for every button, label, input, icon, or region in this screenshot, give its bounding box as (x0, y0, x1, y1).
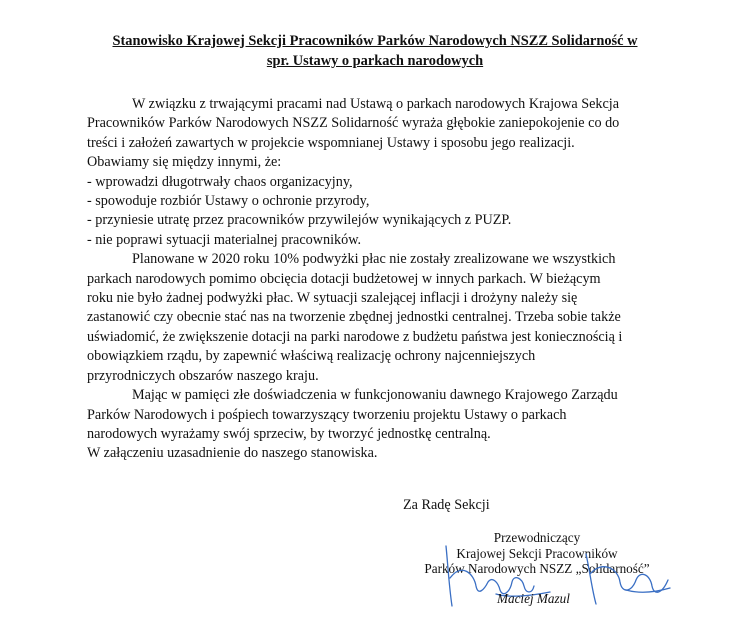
signature-title: Krajowej Sekcji Pracowników (456, 545, 618, 561)
text-line: roku nie było żadnej podwyżki płac. W sytuacji szalejącej inflacji i drożyny należy się (87, 290, 578, 307)
text-line: parkach narodowych pomimo obcięcia dotacji budżetowej w innych parkach. W bieżącym (87, 270, 601, 287)
list-item: - nie poprawi sytuacji materialnej pracowników. (87, 231, 362, 248)
document-body (87, 95, 677, 464)
text-line: Obawiamy się między innymi, że: (87, 154, 282, 171)
attachment-note: W załączeniu uzasadnienie do naszego stanowiska. (87, 445, 378, 462)
text-line: Pracowników Parków Narodowych NSZZ Solidarność wyraża głębokie zaniepokojenie co do (87, 115, 620, 132)
list-item: - spowoduje rozbiór Ustawy o ochronie przyrody, (87, 193, 370, 210)
text-line: zastanowić czy obecnie stać nas na tworzenie zbędnej jednostki centralnej. Trzeba sobie także (87, 309, 621, 326)
text-line: Parków Narodowych i pośpiech towarzyszący tworzeniu projektu Ustawy o parkach (87, 406, 567, 423)
text-line: obowiązkiem rządu, by zapewnić właściwą realizację ochrony najcenniejszych (87, 348, 536, 365)
document-title (86, 31, 664, 71)
list-item: - wprowadzi długotrwały chaos organizacyjny, (87, 173, 353, 190)
text-line: uświadomić, że zwiększenie dotacji na parki narodowe z budżetu państwa jest koniecznością i (87, 328, 623, 345)
list-item: - przyniesie utratę przez pracowników przywilejów wynikających z PUZP. (87, 212, 512, 229)
concerns-list (87, 173, 677, 251)
paragraph-3 (87, 386, 677, 464)
signature-title: Parków Narodowych NSZZ „Solidarność” (424, 561, 650, 576)
text-line: przyrodniczych obszarów naszego kraju. (87, 367, 319, 384)
title-line: spr. Ustawy o parkach narodowych (266, 53, 484, 69)
closing-text: Za Radę Sekcji (403, 497, 490, 513)
text-line: Mając w pamięci złe doświadczenia w funkcjonowaniu dawnego Krajowego Zarządu (132, 387, 618, 404)
signatory-name: Maciej Mazul (497, 591, 570, 606)
title-line: Stanowisko Krajowej Sekcji Pracowników Parków Narodowych NSZZ Solidarność w (112, 33, 638, 49)
signature-block (392, 530, 682, 577)
text-line: W związku z trwającymi pracami nad Ustawą o parkach narodowych Krajowa Sekcja (132, 96, 620, 112)
paragraph-2 (87, 250, 677, 386)
signature-title: Przewodniczący (493, 530, 581, 545)
text-line: narodowych wyrażamy swój sprzeciw, by tworzyć jednostkę centralną. (87, 425, 491, 442)
paragraph-1 (87, 95, 677, 173)
text-line: Planowane w 2020 roku 10% podwyżki płac nie zostały zrealizowane we wszystkich (132, 251, 616, 268)
text-line: treści i założeń zawartych w projekcie wspomnianej Ustawy i sposobu jego realizacji. (87, 134, 575, 151)
